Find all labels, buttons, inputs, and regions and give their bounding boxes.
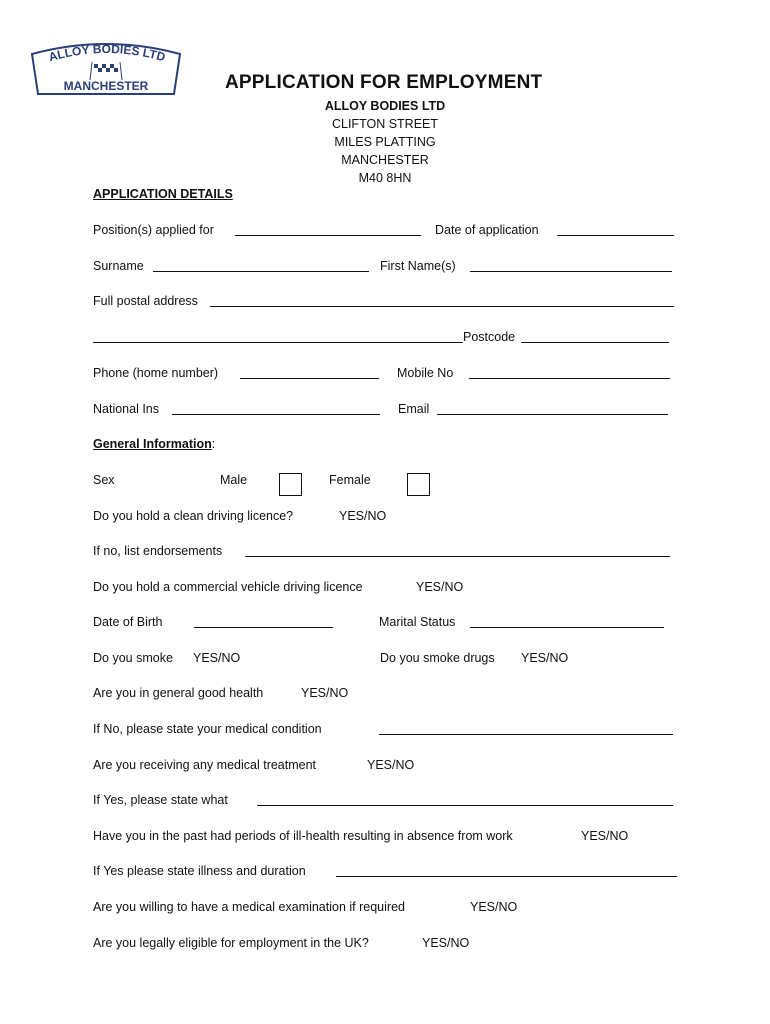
address-label: Full postal address (93, 294, 198, 308)
uk-eligibility-question: Are you legally eligible for employment in the UK? (93, 936, 369, 950)
dob-field[interactable] (194, 627, 333, 628)
medical-exam-options[interactable]: YES/NO (470, 900, 518, 914)
health-options[interactable]: YES/NO (301, 686, 349, 700)
logo-top-text: ALLOY BODIES LTD (47, 41, 167, 65)
illness-duration-field[interactable] (336, 876, 677, 877)
sex-label: Sex (93, 473, 115, 487)
company-postcode: M40 8HN (358, 171, 412, 185)
form-title: APPLICATION FOR EMPLOYMENT (225, 72, 543, 93)
medical-condition-label: If No, please state your medical condition (93, 722, 322, 736)
address-field-line-1[interactable] (210, 306, 674, 307)
email-label: Email (398, 402, 430, 416)
commercial-licence-options[interactable]: YES/NO (416, 580, 464, 594)
treatment-question: Are you receiving any medical treatment (93, 758, 317, 772)
male-checkbox[interactable] (279, 473, 302, 496)
position-label: Position(s) applied for (93, 223, 214, 237)
licence-options[interactable]: YES/NO (339, 509, 387, 523)
mobile-label: Mobile No (397, 366, 454, 380)
female-label: Female (329, 473, 371, 487)
mobile-field[interactable] (469, 378, 670, 379)
company-name: ALLOY BODIES LTD (324, 99, 446, 113)
medical-condition-field[interactable] (379, 734, 673, 735)
marital-status-label: Marital Status (379, 615, 456, 629)
date-label: Date of application (435, 223, 539, 237)
endorsements-field[interactable] (245, 556, 670, 557)
male-label: Male (220, 473, 248, 487)
absence-options[interactable]: YES/NO (581, 829, 629, 843)
general-info-colon: : (211, 437, 216, 451)
commercial-licence-question: Do you hold a commercial vehicle driving licence (93, 580, 363, 594)
firstname-label: First Name(s) (380, 259, 456, 273)
national-insurance-label: National Ins (93, 402, 160, 416)
medical-exam-question: Are you willing to have a medical examination if required (93, 900, 405, 914)
surname-label: Surname (93, 259, 144, 273)
drugs-options[interactable]: YES/NO (521, 651, 569, 665)
drugs-question: Do you smoke drugs (380, 651, 495, 665)
absence-question: Have you in the past had periods of ill-health resulting in absence from work (93, 829, 513, 843)
phone-label: Phone (home number) (93, 366, 219, 380)
treatment-details-field[interactable] (257, 805, 673, 806)
application-details-heading: APPLICATION DETAILS (93, 187, 233, 201)
phone-field[interactable] (240, 378, 379, 379)
address-line-2: MILES PLATTING (334, 135, 436, 149)
health-question: Are you in general good health (93, 686, 264, 700)
dob-label: Date of Birth (93, 615, 163, 629)
postcode-field[interactable] (521, 342, 669, 343)
address-line-3: MANCHESTER (341, 153, 429, 167)
logo-bottom-text: MANCHESTER (63, 79, 149, 93)
email-field[interactable] (437, 414, 668, 415)
national-insurance-field[interactable] (172, 414, 380, 415)
female-checkbox[interactable] (407, 473, 430, 496)
treatment-options[interactable]: YES/NO (367, 758, 415, 772)
postcode-label: Postcode (463, 330, 516, 344)
general-info-heading: General Information (93, 437, 212, 451)
endorsements-label: If no, list endorsements (93, 544, 223, 558)
date-field[interactable] (557, 235, 674, 236)
address-line-1: CLIFTON STREET (331, 117, 439, 131)
marital-status-field[interactable] (470, 627, 664, 628)
address-field-line-2[interactable] (93, 342, 463, 343)
licence-question: Do you hold a clean driving licence? (93, 509, 294, 523)
general-info-heading-wrap (93, 437, 215, 451)
surname-field[interactable] (153, 271, 369, 272)
company-logo (28, 40, 184, 96)
firstname-field[interactable] (470, 271, 672, 272)
uk-eligibility-options[interactable]: YES/NO (422, 936, 470, 950)
position-field[interactable] (235, 235, 421, 236)
smoke-options[interactable]: YES/NO (193, 651, 241, 665)
illness-duration-label: If Yes please state illness and duration (93, 864, 306, 878)
smoke-question: Do you smoke (93, 651, 173, 665)
treatment-details-label: If Yes, please state what (93, 793, 228, 807)
